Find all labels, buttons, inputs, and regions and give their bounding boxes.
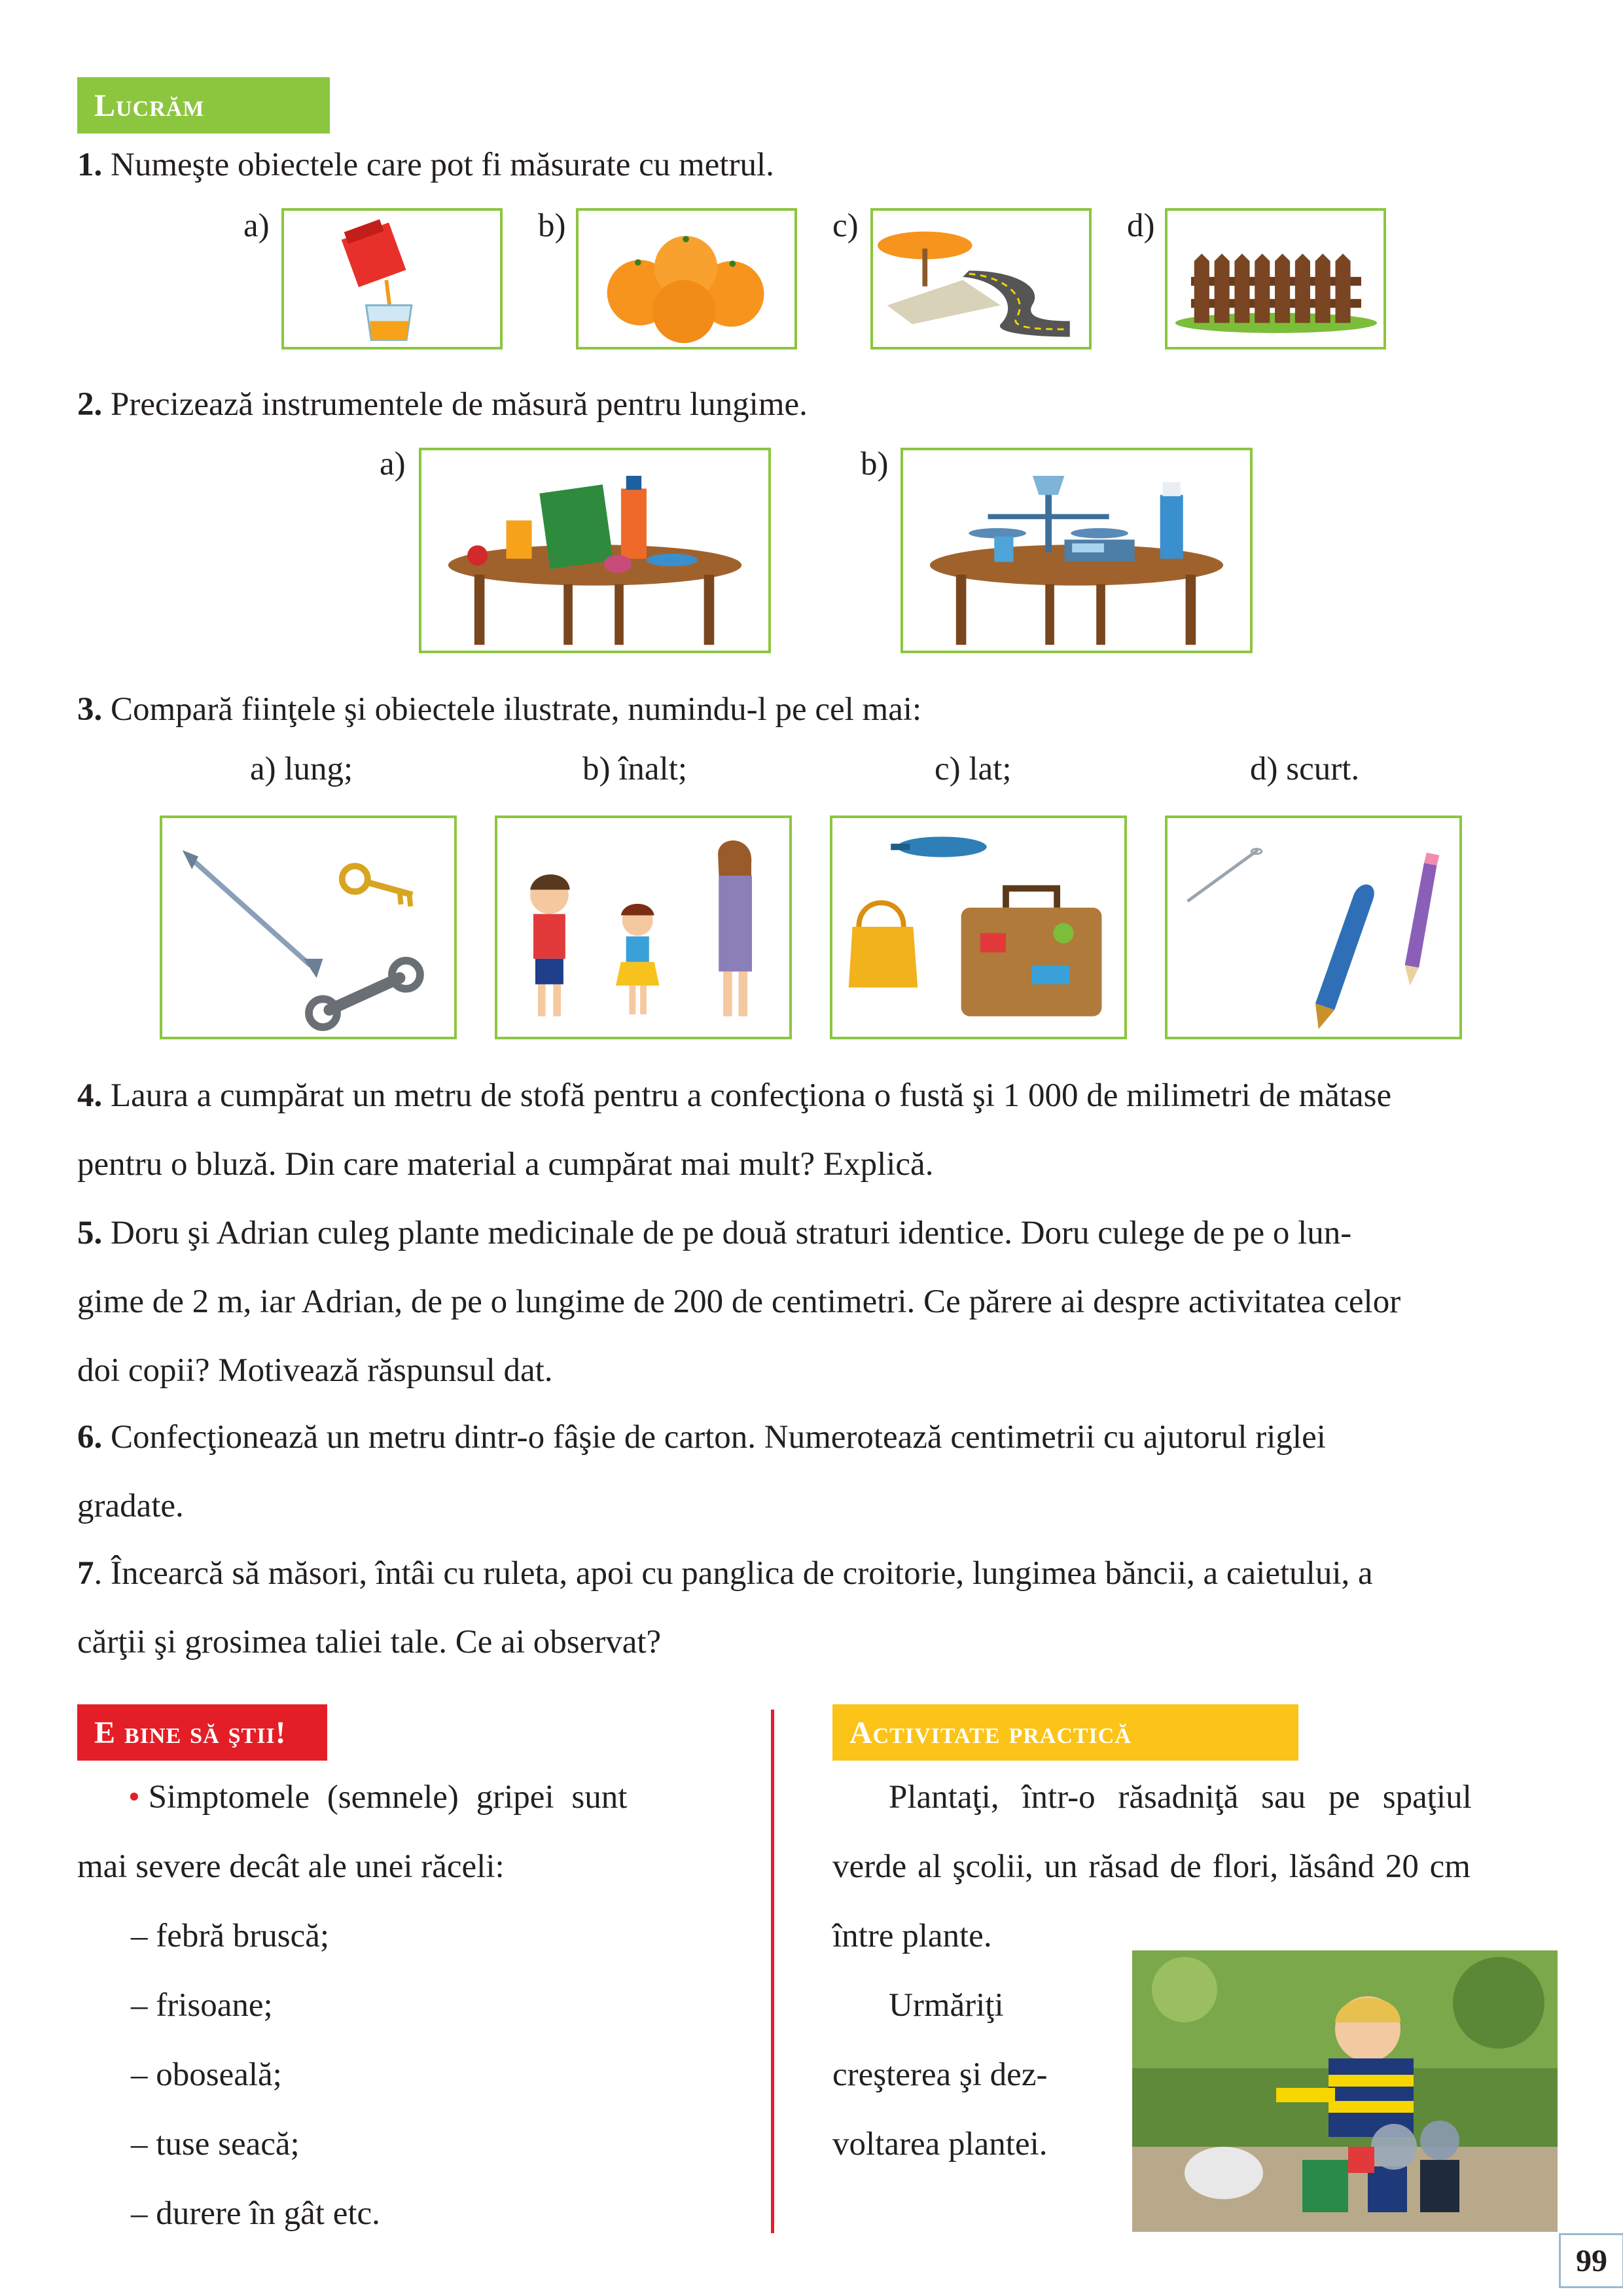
exercise-3-heading (77, 690, 921, 730)
symptom-item: – oboseală; (131, 2056, 282, 2093)
ex3-image-children (495, 816, 792, 1039)
symptom-item: – tuse seacă; (131, 2126, 300, 2162)
ex3-option-a: a) lung; (250, 751, 353, 787)
page-number: 99 (1559, 2233, 1623, 2288)
ex1-image-oranges (576, 208, 797, 350)
exercise-2-heading (77, 385, 808, 425)
section-activitate-badge (832, 1704, 1298, 1761)
exercise-5-text-1: Doru şi Adrian culeg plante medicinale de pe două straturi identice. Doru culege de pe o lun- (111, 1215, 1352, 1251)
left-box-line-1 (128, 1778, 627, 1818)
exercise-6 (77, 1403, 1558, 1541)
ex1-image-fence (1165, 208, 1386, 350)
exercise-5-text-2: gime de 2 m, iar Adrian, de pe o lungime de 200 de centimetri. Ce părere ai despre activitatea celor (77, 1283, 1401, 1320)
ex2-label-b: b) (861, 446, 889, 482)
exercise-4-text-2: pentru o bluză. Din care material a cumpărat mai mult? Explică. (77, 1146, 934, 1183)
ex1-label-c: c) (832, 207, 859, 244)
exercise-6-number: 6. (77, 1419, 103, 1456)
exercise-4-line-1 (77, 1062, 1558, 1130)
ex1-image-juice (281, 208, 503, 350)
column-divider (771, 1710, 774, 2233)
left-box-text-1: Simptomele (semnele) gripei sunt (148, 1779, 628, 1816)
exercise-4-number: 4. (77, 1077, 103, 1114)
ex2-image-table-objects (419, 448, 771, 653)
ex3-image-arrow-key-wrench (160, 816, 457, 1039)
ex1-label-d: d) (1127, 207, 1155, 244)
right-box-text-6: voltarea plantei. (832, 2126, 1048, 2162)
ex3-image-needle-pen-pencil (1165, 816, 1462, 1039)
ex3-option-b: b) înalt; (582, 751, 688, 787)
exercise-5 (77, 1199, 1558, 1405)
right-box-text-5: creşterea şi dez- (832, 2056, 1048, 2093)
section-e-bine-badge (77, 1704, 327, 1761)
exercise-2-text: Precizează instrumentele de măsură pentru lungime. (111, 386, 808, 423)
symptom-item: – durere în gât etc. (131, 2195, 380, 2232)
symptom-item: – febră bruscă; (131, 1918, 330, 1954)
ex1-label-a: a) (243, 207, 270, 244)
right-box-text-3: între plante. (832, 1918, 992, 1954)
section-lucram-badge (77, 77, 330, 134)
exercise-6-line-1 (77, 1403, 1558, 1472)
exercise-6-text-2: gradate. (77, 1488, 184, 1524)
exercise-3-number: 3. (77, 691, 103, 728)
ex3-option-d: d) scurt. (1250, 751, 1360, 787)
ex2-label-a: a) (380, 446, 406, 482)
section-e-bine-title: E bine să ştii! (94, 1715, 287, 1750)
bullet-icon: • (128, 1779, 140, 1816)
ex1-image-road (870, 208, 1092, 350)
exercise-5-line-1 (77, 1199, 1558, 1268)
exercise-2-number: 2. (77, 386, 103, 423)
exercise-7-line-1 (77, 1539, 1558, 1608)
ex2-image-table-scales (901, 448, 1253, 653)
ex3-image-bag-suitcase-brush (830, 816, 1127, 1039)
section-activitate-title: Activitate practică (849, 1715, 1132, 1750)
exercise-1-text: Numeşte obiectele care pot fi măsurate cu metrul. (111, 147, 774, 183)
exercise-1-number: 1. (77, 147, 103, 183)
photo-child-planting (1132, 1950, 1558, 2232)
right-box-text-4: Urmăriţi (889, 1987, 1004, 2024)
exercise-5-number: 5. (77, 1215, 103, 1251)
exercise-7-number: 7 (77, 1555, 94, 1592)
left-box-text-2: mai severe decât ale unei răceli: (77, 1848, 505, 1885)
exercise-6-text-1: Confecţionează un metru dintr-o fâşie de carton. Numerotează centimetrii cu ajutorul riglei (111, 1419, 1326, 1456)
exercise-7-text-2: cărţii şi grosimea taliei tale. Ce ai observat? (77, 1624, 662, 1660)
right-box-text-1: Plantaţi, într-o răsadniţă sau pe spaţiul (889, 1779, 1472, 1816)
right-box-text-2: verde al şcolii, un răsad de flori, lăsând 20 cm (832, 1848, 1471, 1885)
symptom-item: – frisoane; (131, 1987, 273, 2024)
exercise-1-heading (77, 145, 774, 185)
exercise-7 (77, 1539, 1558, 1677)
exercise-5-text-3: doi copii? Motivează răspunsul dat. (77, 1352, 553, 1389)
exercise-4-text-1: Laura a cumpărat un metru de stofă pentru a confecţiona o fustă şi 1 000 de milimetri de mătase (111, 1077, 1392, 1114)
exercise-4 (77, 1062, 1558, 1199)
ex3-option-c: c) lat; (935, 751, 1012, 787)
ex1-label-b: b) (538, 207, 566, 244)
exercise-3-text: Compară fiinţele şi obiectele ilustrate, numindu-l pe cel mai: (111, 691, 922, 728)
section-lucram-title: Lucrăm (94, 88, 205, 123)
exercise-7-text-1: . Încearcă să măsori, întâi cu ruleta, apoi cu panglica de croitorie, lungimea băncii, a caietului, a (94, 1555, 1373, 1592)
